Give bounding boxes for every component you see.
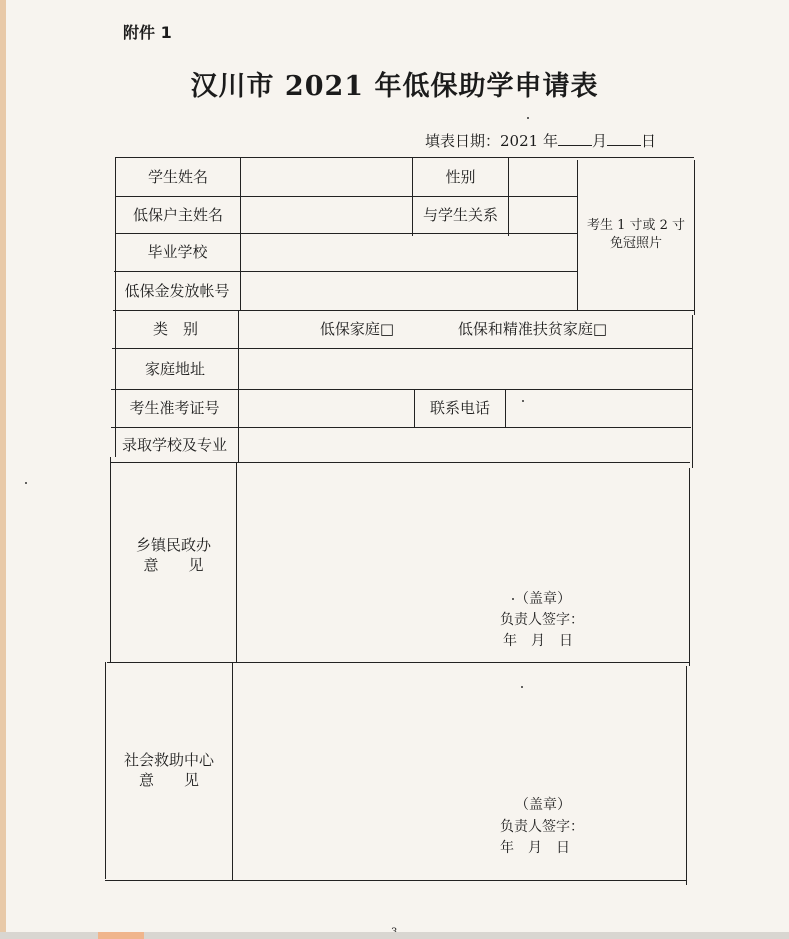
account-field[interactable] — [241, 272, 577, 310]
school-label: 毕业学校 — [147, 243, 208, 262]
township-stamp: （盖章） — [515, 591, 571, 607]
fill-date — [425, 130, 656, 151]
page-title: 汉川市 2021 年低保助学申请表 — [190, 71, 599, 102]
aid-center-opinion-area[interactable] — [233, 663, 686, 880]
scan-speck — [522, 400, 524, 402]
address-field[interactable] — [239, 349, 692, 389]
category-label: 类 别 — [152, 320, 198, 339]
admission-field[interactable] — [239, 428, 690, 462]
day-blank[interactable] — [607, 132, 641, 146]
row-line — [105, 880, 687, 881]
phone-field[interactable] — [506, 390, 691, 427]
relation-field[interactable] — [509, 197, 577, 233]
fill-date-month: 月 — [591, 132, 607, 150]
gender-field[interactable] — [509, 158, 577, 196]
fill-date-label: 填表日期： — [425, 132, 501, 150]
exam-id-label: 考生准考证号 — [129, 399, 220, 418]
household-head-label: 低保户主姓名 — [132, 205, 223, 224]
township-opinion-label: 乡镇民政办 意 见 — [135, 535, 211, 574]
household-head-field[interactable] — [241, 197, 412, 233]
table-border-right-lower — [689, 468, 690, 666]
category-option-low-income[interactable]: 低保家庭□ — [319, 320, 395, 339]
scan-speck — [512, 598, 514, 600]
township-date: 年 月 日 — [503, 633, 573, 649]
student-name-label: 学生姓名 — [147, 167, 208, 186]
photo-placeholder[interactable]: 考生 1 寸或 2 寸 免冠照片 — [586, 218, 686, 251]
address-label: 家庭地址 — [144, 359, 205, 378]
township-signature: 负责人签字： — [500, 612, 584, 628]
table-border-right-bottom — [686, 666, 687, 885]
attachment-label: 附件 1 — [123, 23, 172, 42]
admission-label: 录取学校及专业 — [121, 435, 227, 454]
table-border-right-mid — [692, 315, 693, 468]
student-name-field[interactable] — [241, 158, 412, 196]
exam-id-field[interactable] — [239, 390, 414, 427]
viewer-bottom-bar — [0, 932, 789, 939]
viewer-tab[interactable] — [98, 932, 144, 939]
aid-center-signature: 负责人签字： — [500, 819, 584, 835]
scan-speck — [25, 482, 27, 484]
scan-speck — [521, 686, 523, 688]
aid-center-opinion-label: 社会救助中心 意 见 — [123, 750, 214, 789]
phone-label: 联系电话 — [429, 399, 490, 418]
gender-label: 性别 — [445, 167, 476, 186]
fill-date-year: 2021 年 — [500, 132, 558, 150]
township-opinion-area[interactable] — [237, 463, 689, 662]
relation-label: 与学生关系 — [422, 205, 498, 224]
fill-date-day: 日 — [640, 132, 656, 150]
category-option-poverty-alleviation[interactable]: 低保和精准扶贫家庭□ — [457, 320, 608, 339]
table-border-right-top — [694, 160, 695, 315]
aid-center-stamp: （盖章） — [515, 797, 571, 813]
account-label: 低保金发放帐号 — [124, 281, 230, 300]
scan-speck — [527, 117, 529, 119]
school-field[interactable] — [241, 234, 577, 271]
month-blank[interactable] — [558, 132, 592, 146]
aid-center-date: 年 月 日 — [500, 840, 570, 856]
